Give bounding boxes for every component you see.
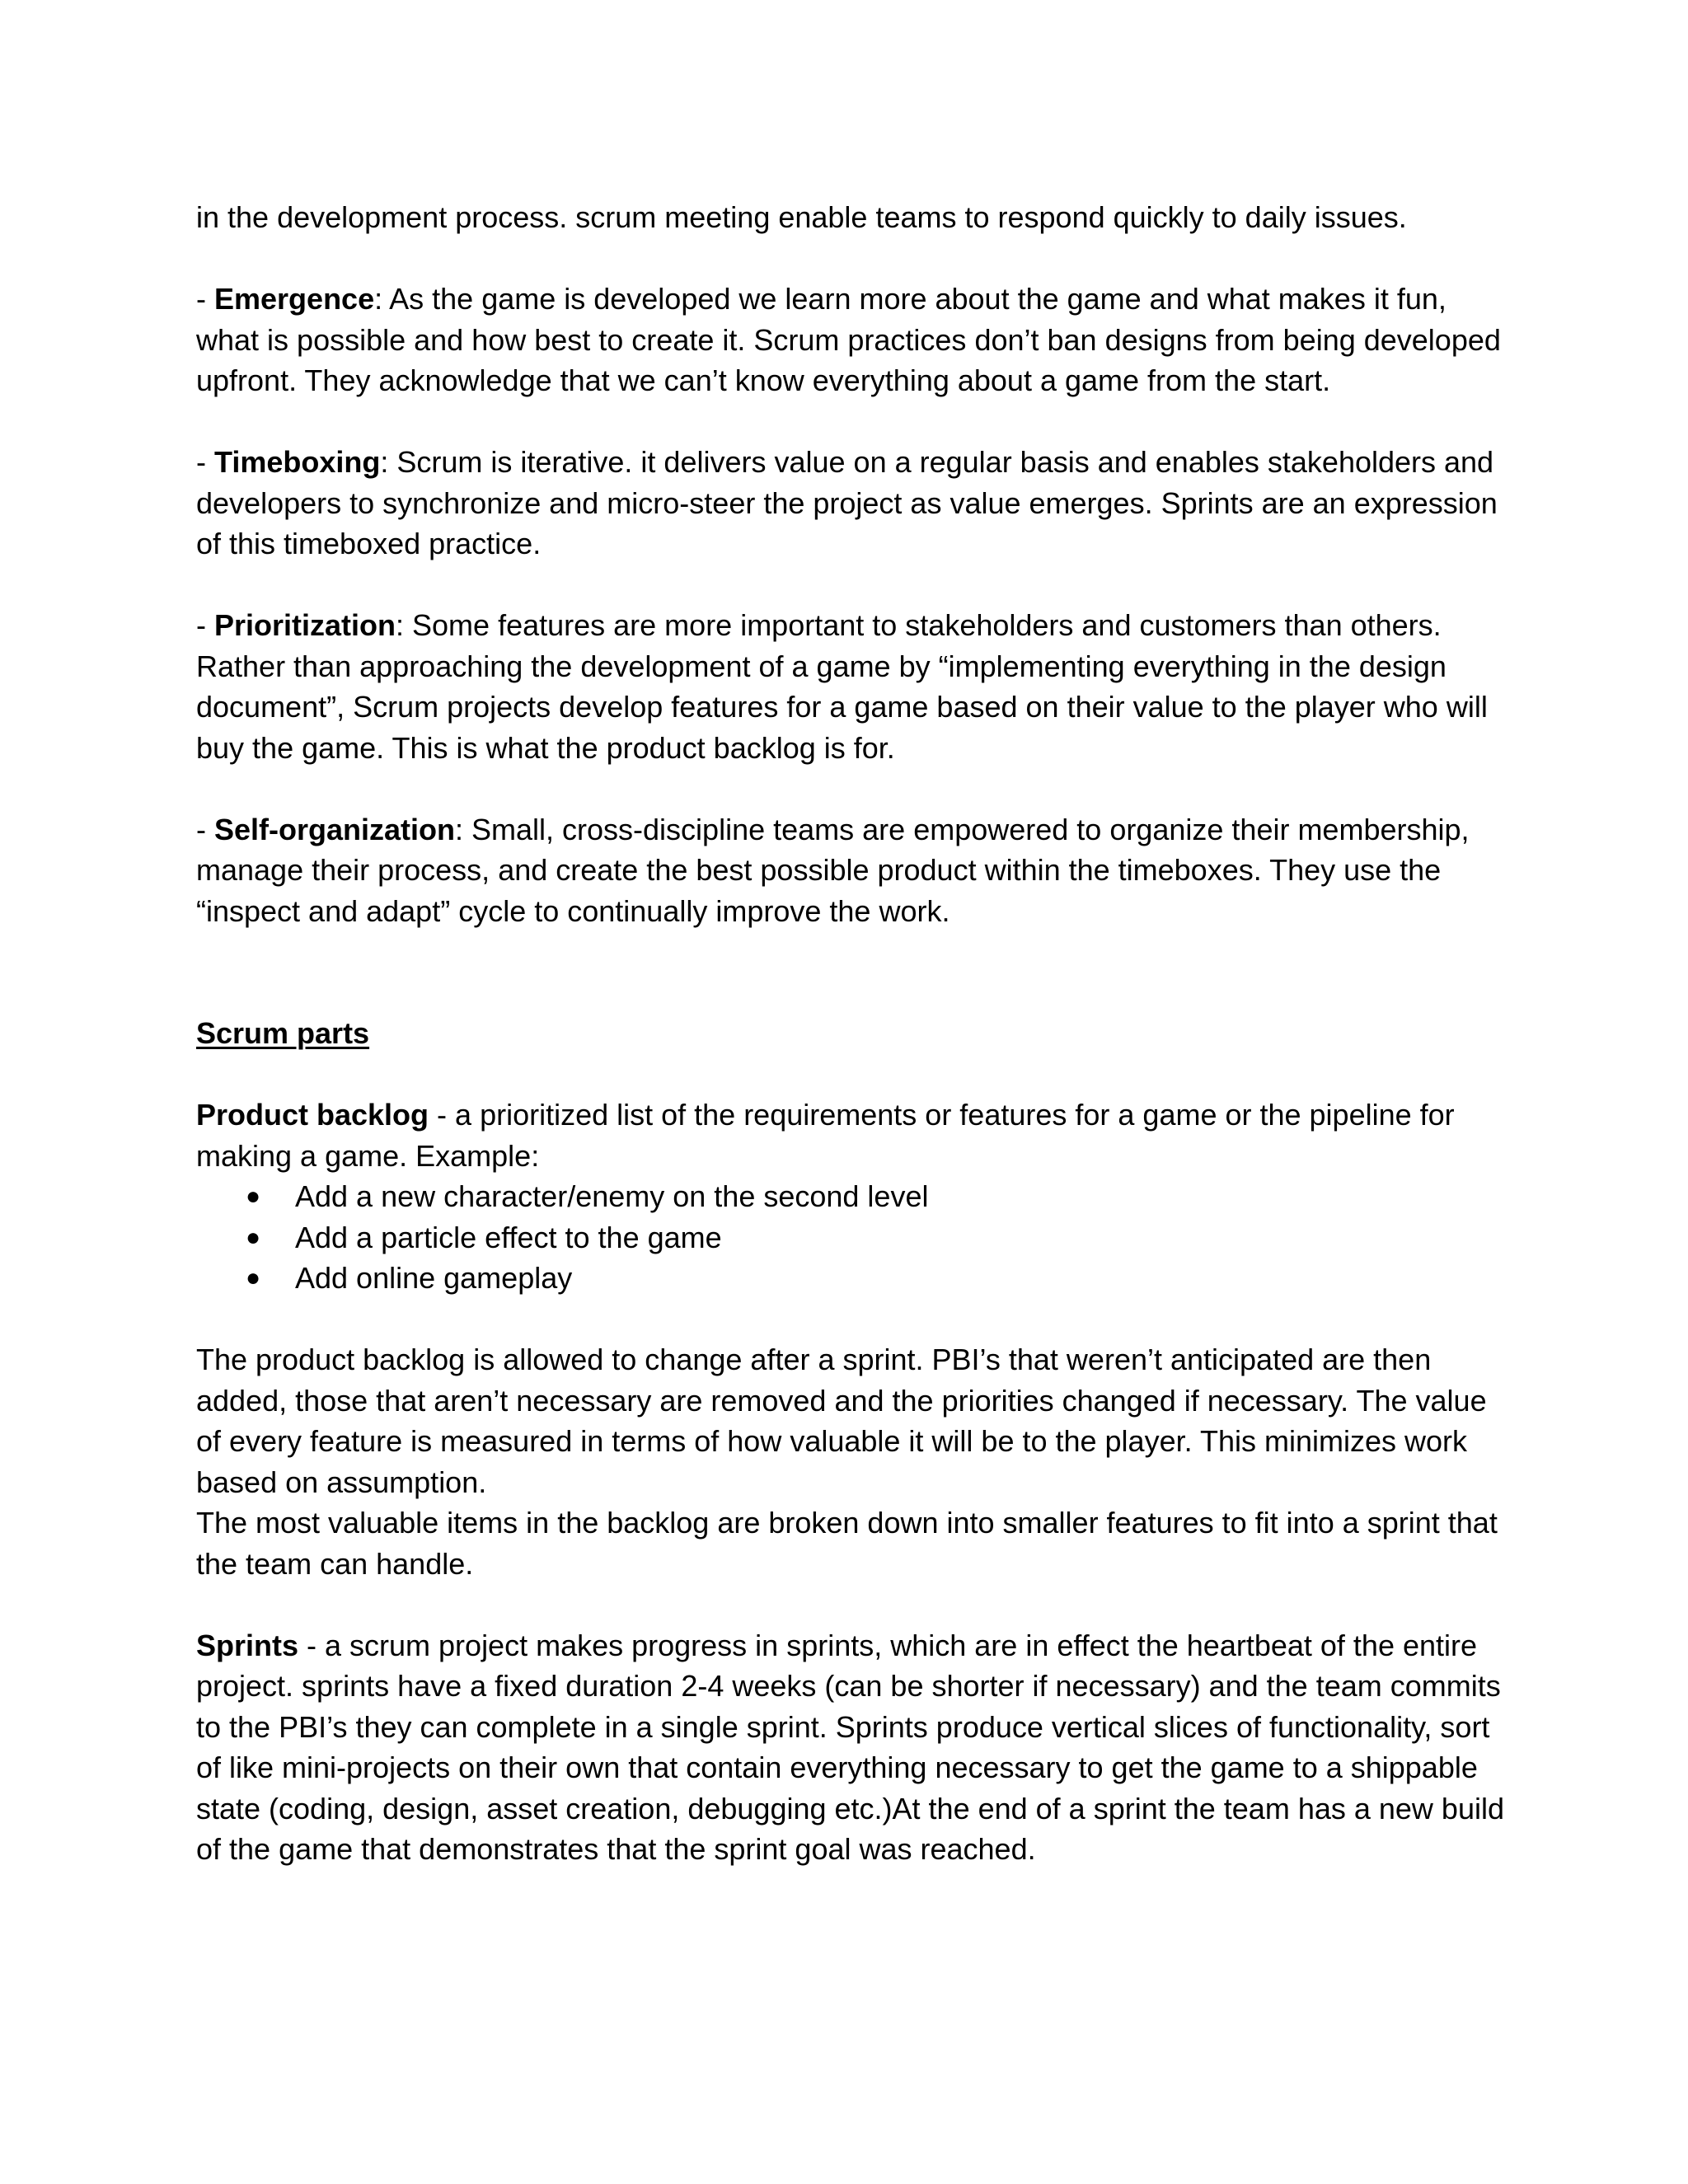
- bullet-icon: ●: [246, 1183, 261, 1210]
- sprints-text: - a scrum project makes progress in sprints, which are in effect the heartbeat of the entire project. sprints have a fixed duration 2-4 weeks (can be shorter if necessary) and the team commits to the PBI’s they can complete in a single sprint. Sprints produce vertical slices of functionality, sort of like mini-projects on their own that contain everything necessary to get the game to a shippable state (coding, design, asset creation, debugging etc.)At the end of a sprint the team has a new build of the game that demonstrates that the sprint goal was reached.: [196, 1628, 1504, 1866]
- product-backlog-paragraph: [196, 1094, 1515, 1176]
- product-backlog-text: - a prioritized list of the requirements or features for a game or the pipeline for making a game. Example:: [196, 1098, 1455, 1173]
- principle-term: Emergence: [214, 282, 375, 316]
- bullet-icon: ●: [246, 1223, 261, 1251]
- sprints-term: Sprints: [196, 1628, 299, 1662]
- spacer: [196, 931, 1515, 1013]
- principle-emergence: [196, 279, 1515, 401]
- list-item-text: Add online gameplay: [295, 1261, 573, 1295]
- document-page: [196, 197, 1515, 1870]
- principle-text: : Some features are more important to stakeholders and customers than others. Rather than approaching the development of a game by “implementing everything in the design document”, Scrum projects develop features for a game based on their value to the player who will buy the game. This is what the product backlog is for.: [196, 608, 1488, 765]
- list-item-text: Add a particle effect to the game: [295, 1220, 722, 1254]
- section-heading: Scrum parts: [196, 1016, 370, 1050]
- principle-prefix: -: [196, 608, 214, 642]
- principle-prefix: -: [196, 812, 214, 846]
- principle-timeboxing: [196, 442, 1515, 565]
- backlog-change-paragraph: The product backlog is allowed to change after a sprint. PBI’s that weren’t anticipated are then added, those that aren’t necessary are removed and the priorities changed if necessary. The value of every feature is measured in terms of how valuable it will be to the player. This minimizes work based on assumption.: [196, 1343, 1487, 1499]
- spacer: [196, 238, 1515, 279]
- spacer: [196, 401, 1515, 443]
- list-item-text: Add a new character/enemy on the second level: [295, 1179, 929, 1213]
- principle-text: : Scrum is iterative. it delivers value on a regular basis and enables stakeholders and developers to synchronize and micro-steer the project as value emerges. Sprints are an expression of this timeboxed practice.: [196, 445, 1498, 560]
- spacer: [196, 565, 1515, 606]
- principle-term: Timeboxing: [214, 445, 381, 479]
- spacer: [196, 768, 1515, 809]
- principle-text: : As the game is developed we learn more about the game and what makes it fun, what is possible and how best to create it. Scrum practices don’t ban designs from being developed upfront. They acknowledge that we can’t know everything about a game from the start.: [196, 282, 1501, 397]
- principle-term: Prioritization: [214, 608, 396, 642]
- principle-prioritization: [196, 605, 1515, 768]
- spacer: [196, 1584, 1515, 1625]
- principle-prefix: -: [196, 282, 214, 316]
- intro-paragraph: in the development process. scrum meeting enable teams to respond quickly to daily issues.: [196, 200, 1407, 234]
- principle-term: Self-organization: [214, 812, 456, 846]
- principle-text: : Small, cross-discipline teams are empowered to organize their membership, manage their process, and create the best possible product within the timeboxes. They use the “inspect and adapt” cycle to continually improve the work.: [196, 812, 1470, 928]
- list-item: [196, 1258, 1515, 1299]
- principle-prefix: -: [196, 445, 214, 479]
- backlog-example-list: [196, 1176, 1515, 1299]
- backlog-breakdown-paragraph: The most valuable items in the backlog are broken down into smaller features to fit into a sprint that the team can handle.: [196, 1506, 1498, 1581]
- spacer: [196, 1299, 1515, 1340]
- sprints-paragraph: [196, 1625, 1515, 1870]
- product-backlog-term: Product backlog: [196, 1098, 429, 1132]
- list-item: [196, 1176, 1515, 1217]
- bullet-icon: ●: [246, 1264, 261, 1291]
- spacer: [196, 1054, 1515, 1095]
- list-item: [196, 1217, 1515, 1258]
- principle-self-organization: [196, 809, 1515, 932]
